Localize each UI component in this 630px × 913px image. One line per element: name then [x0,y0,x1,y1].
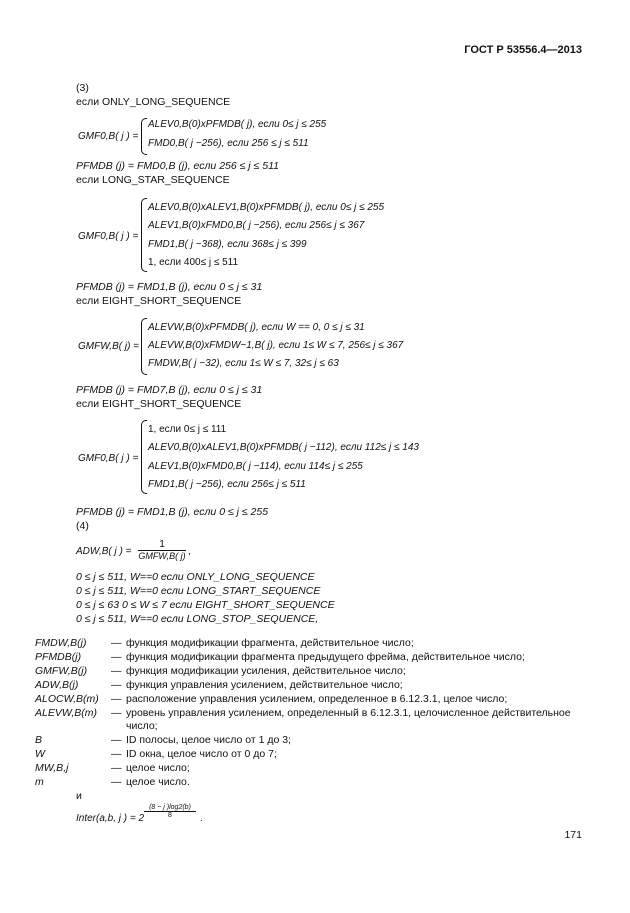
gmf-case-3b: ALEVW,B(0)xFMDW−1,B( j), если 1≤ W ≤ 7, 256≤ j ≤ 367 [148,340,404,351]
definition-text: функция модификации фрагмента предыдущего фрейма, действительное число; [126,651,525,663]
gmf-case-4a: 1, если 0≤ j ≤ 111 [148,424,227,435]
brace-3 [141,318,147,375]
gmf-lhs-4: GMF0,B( j ) = [78,453,139,464]
definition-dash: — [111,707,122,719]
condition-line-1: 0 ≤ j ≤ 511, W==0 если ONLY_LONG_SEQUENCE [76,571,315,583]
inter-end: . [200,813,203,824]
definition-symbol: PFMDB(j) [35,651,82,663]
definition-dash: — [111,762,122,774]
pfmd-line-2: PFMDB (j) = FMD1,B (j), если 0 ≤ j ≤ 31 [76,281,263,293]
definition-symbol: GMFW,B(j) [35,665,88,677]
condition-long-star: если LONG_STAR_SEQUENCE [76,174,230,186]
equation-number-3: (3) [76,82,89,94]
page-number: 171 [564,829,582,841]
condition-line-3: 0 ≤ j ≤ 63 0 ≤ W ≤ 7 если EIGHT_SHORT_SEQUENCE [76,599,335,611]
gmf-case-2c: FMD1,B( j −368), если 368≤ j ≤ 399 [148,239,307,250]
equation-number-4: (4) [76,520,89,532]
definition-symbol: B [35,734,43,746]
gmf-case-4c: ALEV1,B(0)xFMD0,B( j −114), если 114≤ j ≤ 255 [148,461,363,472]
condition-line-2: 0 ≤ j ≤ 511, W==0 если LONG_START_SEQUENCE [76,585,321,597]
gmf-lhs-2: GMF0,B( j ) = [78,231,139,242]
gmf-case-2a: ALEV0,B(0)xALEV1,B(0)xPFMDB( j), если 0≤ j ≤ 255 [148,202,385,213]
condition-eight-short-2: если EIGHT_SHORT_SEQUENCE [76,398,242,410]
definition-dash: — [111,665,122,677]
brace-1 [141,118,147,155]
definition-symbol: FMDW,B(j) [35,637,87,649]
definition-text: число; [126,720,158,732]
condition-eight-short-1: если EIGHT_SHORT_SEQUENCE [76,295,242,307]
definition-text: целое число. [126,776,190,788]
condition-line-4: 0 ≤ j ≤ 511, W==0 если LONG_STOP_SEQUENCE, [76,613,319,625]
definition-symbol: ALEVW,B(m) [35,707,98,719]
gmf-case-1a: ALEV0,B(0)xPFMDB( j), если 0≤ j ≤ 255 [148,119,327,130]
ad-fraction [138,538,186,561]
definition-dash: — [111,637,122,649]
definition-text: функция модификации фрагмента, действительное число; [126,637,414,649]
ad-denominator: GMFW,B( j) [138,551,186,561]
pfmd-line-1: PFMDB (j) = FMD0,B (j), если 256 ≤ j ≤ 511 [76,160,279,172]
and-label: и [76,790,82,802]
gmf-case-2b: ALEV1,B(0)xFMD0,B( j −256), если 256≤ j ≤ 367 [148,220,365,231]
pfmd-line-3: PFMDB (j) = FMD7,B (j), если 0 ≤ j ≤ 31 [76,384,263,396]
pfmd-line-4: PFMDB (j) = FMD1,B (j), если 0 ≤ j ≤ 255 [76,506,269,518]
definition-dash: — [111,734,122,746]
definition-text: функция модификации усиления, действительное число; [126,665,406,677]
definition-symbol: ALOCW,B(m) [35,693,99,705]
definition-dash: — [111,748,122,760]
inter-exponent [144,804,196,819]
gmf-case-1b: FMD0,B( j −256), если 256 ≤ j ≤ 511 [148,138,309,149]
definition-symbol: m [35,776,44,788]
definition-text: расположение управления усилением, определенное в 6.12.3.1, целое число; [126,693,508,705]
ad-comma: , [188,546,191,557]
gmf-case-4b: ALEV0,B(0)xALEV1,B(0)xPFMDB( j −112), если 112≤ j ≤ 143 [148,442,419,453]
inter-lhs: Inter(a,b, j ) = 2 [76,813,145,824]
inter-exp-numerator: (8 − j )log2(b) [144,804,196,812]
ad-numerator: 1 [138,538,186,551]
definition-dash: — [111,651,122,663]
inter-exp-denominator: 8 [168,812,172,819]
definition-symbol: MW,B,j [35,762,69,774]
ad-lhs: ADW,B( j ) = [76,546,132,557]
gmf-case-4d: FMD1,B( j −256), если 256≤ j ≤ 511 [148,479,306,490]
definition-symbol: ADW,B(j) [35,679,79,691]
definition-text: уровень управления усилением, определенный в 6.12.3.1, целочисленное действительное [126,707,571,719]
definition-text: функция управления усилением, действительное число; [126,679,403,691]
gmf-case-3a: ALEVW,B(0)xPFMDB( j), если W == 0, 0 ≤ j ≤ 31 [148,322,365,333]
gmf-lhs-3: GMFW,B( j) = [78,341,140,352]
gmf-lhs-1: GMF0,B( j ) = [78,131,139,142]
document-header: ГОСТ Р 53556.4—2013 [464,44,582,56]
definition-text: целое число; [126,762,190,774]
definition-dash: — [111,679,122,691]
definition-dash: — [111,776,122,788]
brace-4 [141,420,147,494]
definition-symbol: W [35,748,45,760]
definition-text: ID полосы, целое число от 1 до 3; [126,734,291,746]
definition-text: ID окна, целое число от 0 до 7; [126,748,277,760]
condition-only-long: если ONLY_LONG_SEQUENCE [76,96,231,108]
gmf-case-3c: FMDW,B( j −32), если 1≤ W ≤ 7, 32≤ j ≤ 63 [148,358,339,369]
brace-2 [141,198,147,272]
definition-dash: — [111,693,122,705]
gmf-case-2d: 1, если 400≤ j ≤ 511 [148,257,239,268]
